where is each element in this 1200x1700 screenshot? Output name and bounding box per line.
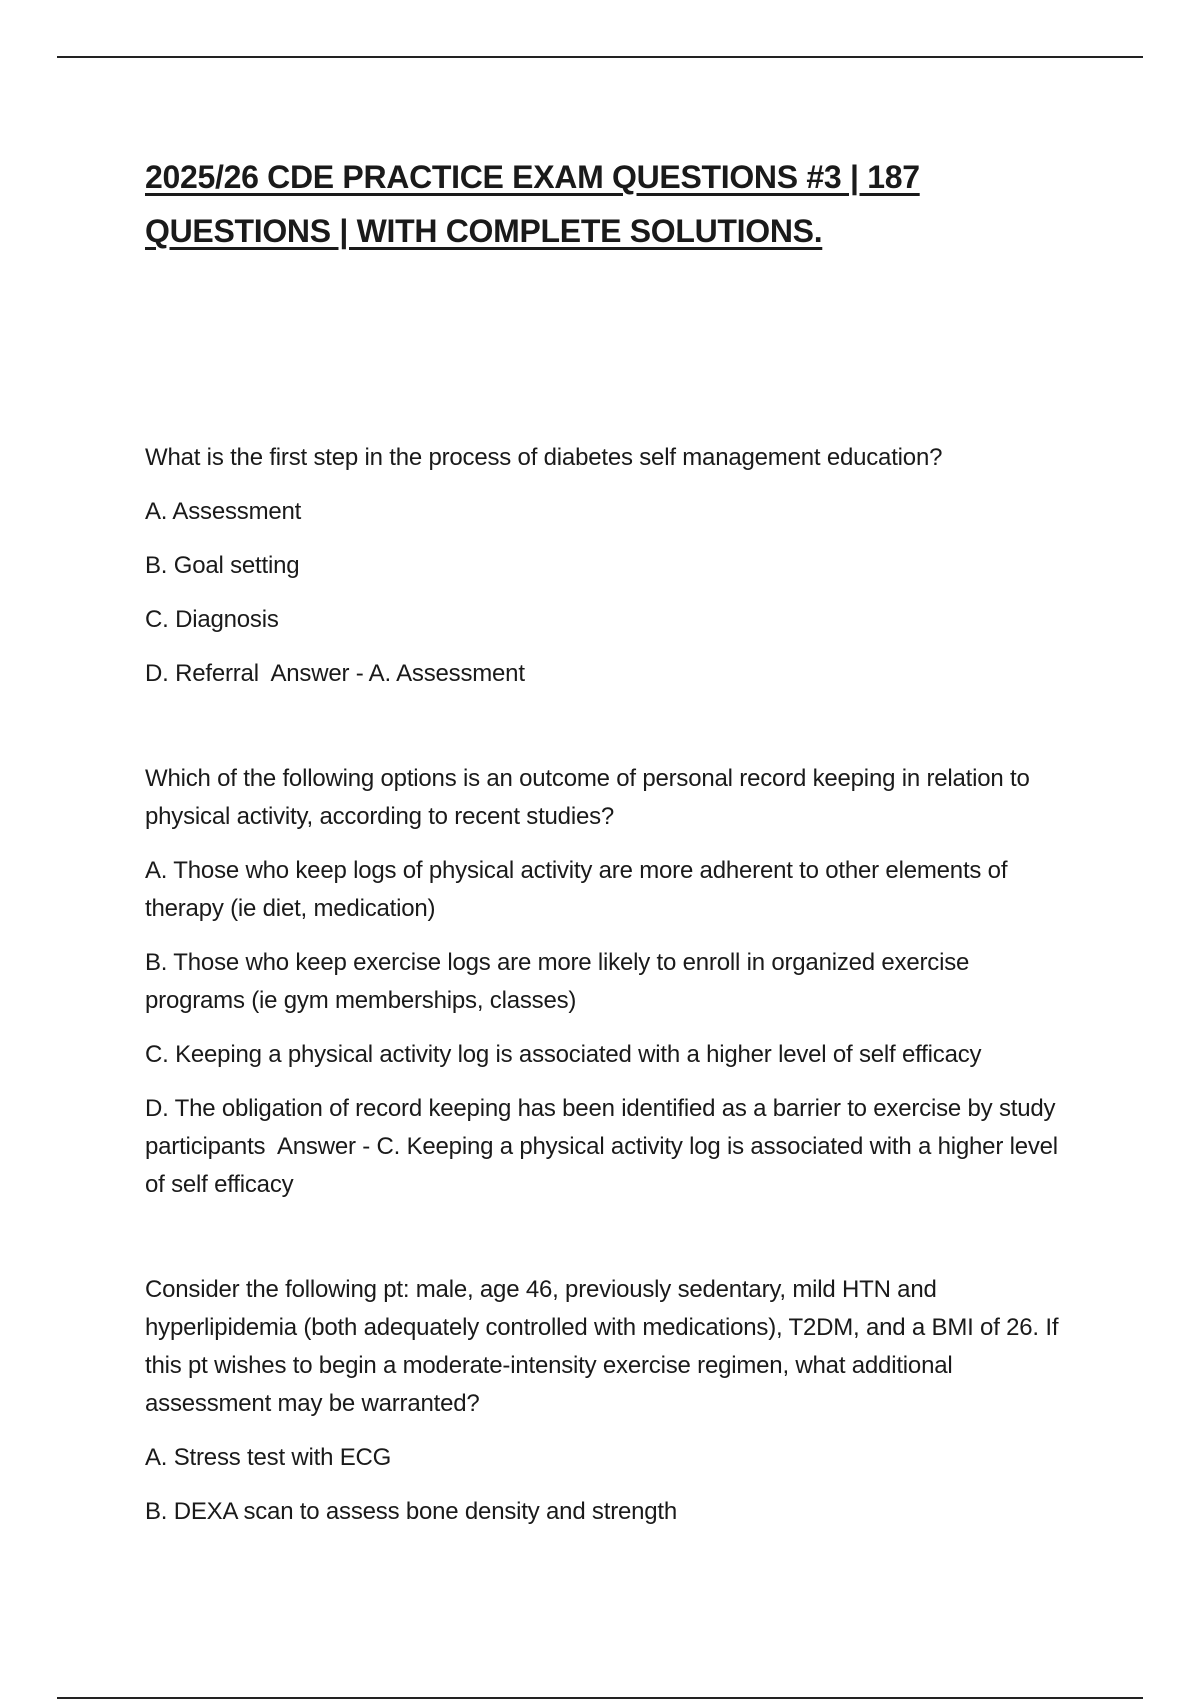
answer-text: Answer - C. Keeping a physical activity log is associated with a higher level of self efficacy	[145, 1133, 1065, 1198]
option-d: D. Referral	[145, 660, 259, 687]
option-b: B. Those who keep exercise logs are more likely to enroll in organized exercise programs (ie gym memberships, classes)	[145, 949, 970, 1014]
document-title: 2025/26 CDE PRACTICE EXAM QUESTIONS #3 | 187 QUESTIONS | WITH COMPLETE SOLUTIONS.	[145, 159, 920, 249]
option-c: C. Keeping a physical activity log is associated with a higher level of self efficacy	[145, 1041, 982, 1068]
question-3	[145, 1271, 1065, 1531]
document-body	[145, 150, 1065, 1547]
question-list	[145, 439, 1065, 1531]
option-a: A. Those who keep logs of physical activity are more adherent to other elements of therapy (ie diet, medication)	[145, 857, 1008, 922]
question-text: Consider the following pt: male, age 46, previously sedentary, mild HTN and hyperlipidemia (both adequately controlled with medications), T2DM, and a BMI of 26. If this pt wishes to begin a moderate-intensity exercise regimen, what additional assessment may be warranted?	[145, 1276, 1059, 1417]
question-1	[145, 439, 1065, 693]
answer-text: Answer - A. Assessment	[258, 660, 525, 687]
option-a: A. Assessment	[145, 498, 302, 525]
option-a: A. Stress test with ECG	[145, 1444, 392, 1471]
option-d-with-answer	[145, 655, 1065, 693]
question-2	[145, 760, 1065, 1204]
option-b: B. Goal setting	[145, 552, 300, 579]
option-c: C. Diagnosis	[145, 606, 279, 633]
option-b: B. DEXA scan to assess bone density and strength	[145, 1498, 678, 1525]
option-d: D. The obligation of record keeping has been identified as a barrier to exercise by study participants	[145, 1095, 1056, 1160]
option-d-with-answer	[145, 1090, 1065, 1204]
question-text: What is the first step in the process of diabetes self management education?	[145, 444, 943, 471]
footer-rule	[57, 1697, 1143, 1699]
header-rule	[57, 56, 1143, 58]
question-text: Which of the following options is an outcome of personal record keeping in relation to physical activity, according to recent studies?	[145, 765, 1030, 830]
